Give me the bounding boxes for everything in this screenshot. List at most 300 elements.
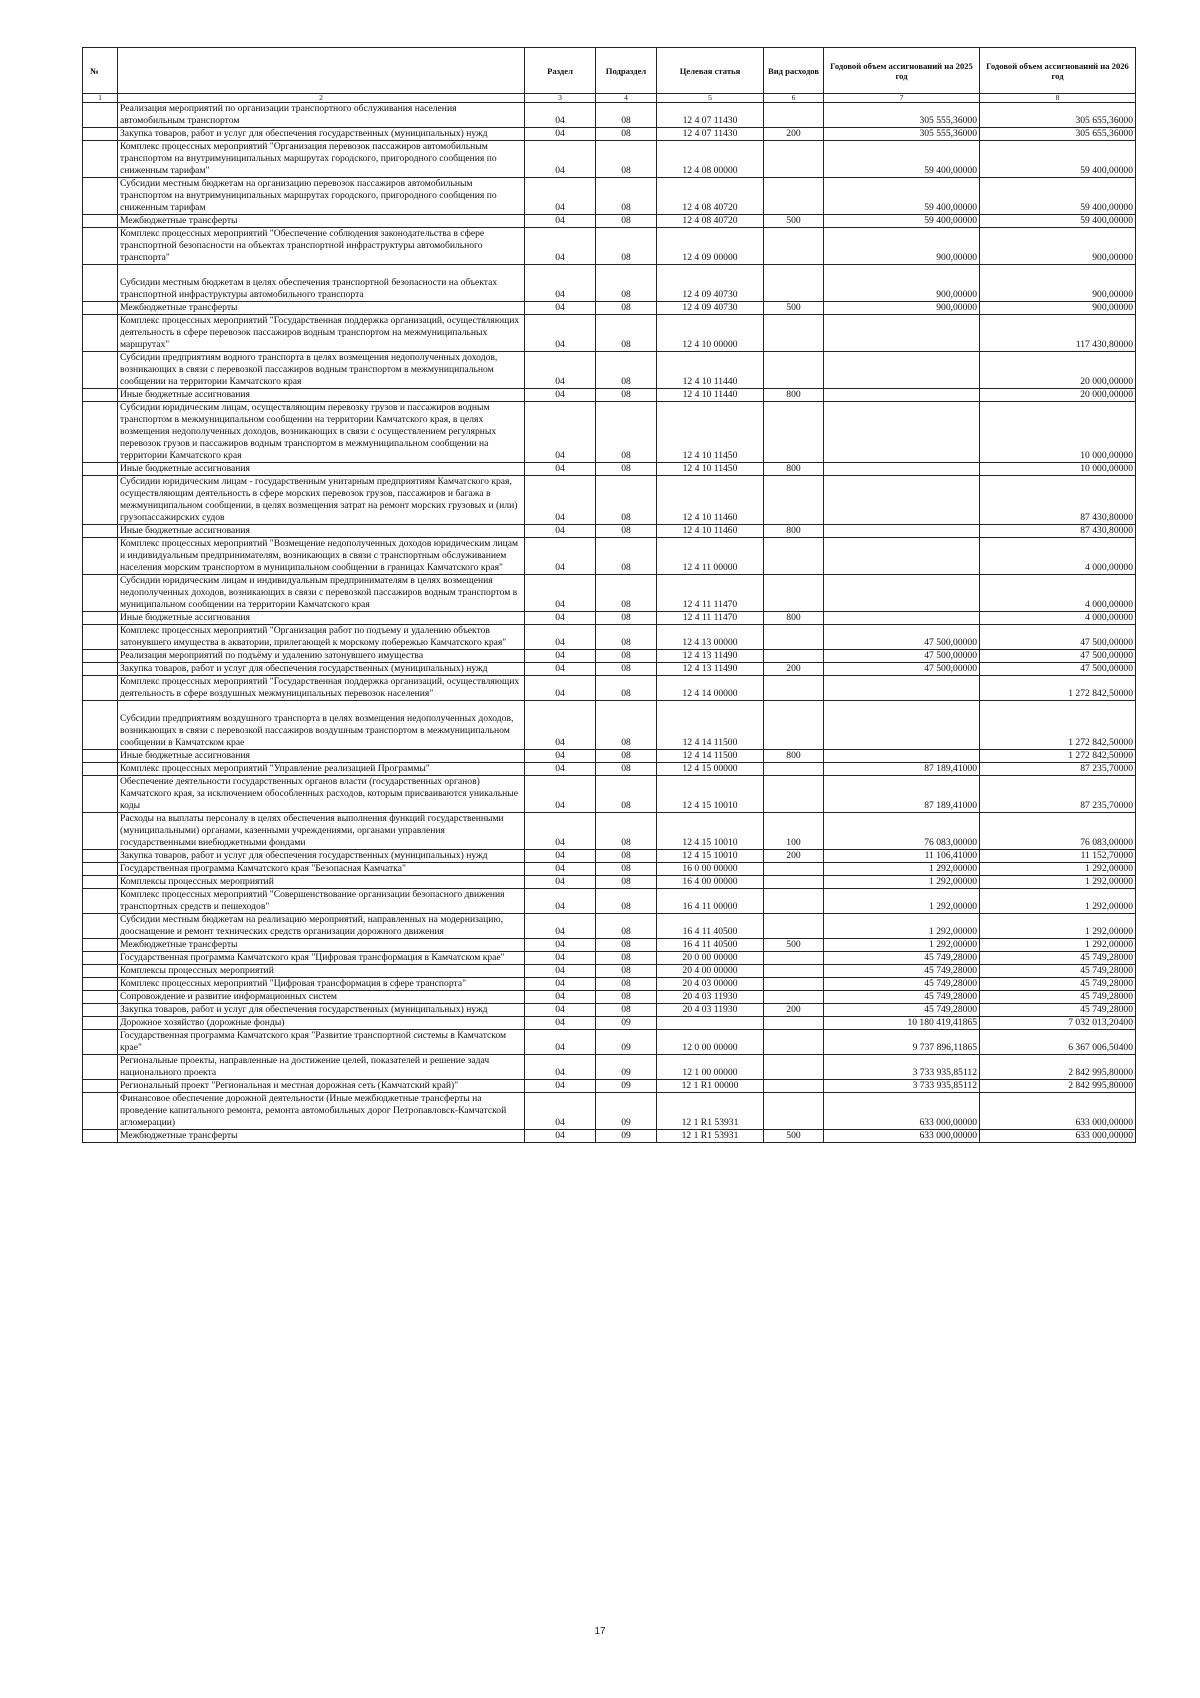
row-number-cell (83, 538, 118, 575)
row-number-cell (83, 701, 118, 750)
volume-2025-cell (824, 575, 980, 612)
section-cell: 04 (525, 103, 596, 128)
target-article-cell: 12 4 15 10010 (657, 850, 764, 863)
row-number-cell (83, 914, 118, 939)
expense-type-cell: 200 (764, 850, 824, 863)
section-cell: 04 (525, 575, 596, 612)
row-name-cell: Субсидии предприятиям водного транспорта в целях возмещения недополученных доходов, возникающих в связи с перевозкой пассажиров водным транспортом в межмуниципальном сообщении на территории Камчатского края (118, 352, 525, 389)
subsection-cell: 08 (596, 352, 657, 389)
table-row (83, 141, 1136, 178)
table-row (83, 103, 1136, 128)
section-cell: 04 (525, 476, 596, 525)
target-article-cell: 20 4 03 11930 (657, 991, 764, 1004)
volume-2026-cell: 4 000,00000 (980, 612, 1136, 625)
subsection-cell: 08 (596, 265, 657, 302)
row-name-cell: Реализация мероприятий по организации транспортного обслуживания населения автомобильным транспортом (118, 103, 525, 128)
row-name-cell: Межбюджетные трансферты (118, 939, 525, 952)
volume-2026-cell: 45 749,28000 (980, 1004, 1136, 1017)
subsection-cell: 08 (596, 952, 657, 965)
row-number-cell (83, 750, 118, 763)
row-name-cell: Дорожное хозяйство (дорожные фонды) (118, 1017, 525, 1030)
volume-2025-cell (824, 389, 980, 402)
volume-2026-cell: 59 400,00000 (980, 178, 1136, 215)
volume-2025-cell: 3 733 935,85112 (824, 1055, 980, 1080)
row-number-cell (83, 939, 118, 952)
volume-2026-cell: 47 500,00000 (980, 650, 1136, 663)
section-cell: 04 (525, 538, 596, 575)
section-cell: 04 (525, 876, 596, 889)
column-number: 1 (83, 94, 118, 103)
table-row (83, 525, 1136, 538)
expense-type-cell (764, 952, 824, 965)
row-number-cell (83, 103, 118, 128)
header-volume-2026: Годовой объем ассигнований на 2026 год (980, 48, 1136, 94)
table-row (83, 914, 1136, 939)
volume-2026-cell: 45 749,28000 (980, 965, 1136, 978)
row-name-cell: Межбюджетные трансферты (118, 302, 525, 315)
expense-type-cell (764, 965, 824, 978)
row-name-cell: Субсидии юридическим лицам - государственным унитарным предприятиям Камчатского края, осуществляющим деятельность в сфере морских перевозок грузов, пассажиров и багажа в межмуниципальном сообщении, в целях возмещения затрат на ремонт морских грузовых и (или) грузопассажирских судов (118, 476, 525, 525)
row-name-cell: Комплексы процессных мероприятий (118, 876, 525, 889)
expense-type-cell (764, 776, 824, 813)
row-number-cell (83, 965, 118, 978)
section-cell: 04 (525, 625, 596, 650)
target-article-cell: 20 4 00 00000 (657, 965, 764, 978)
subsection-cell: 08 (596, 215, 657, 228)
subsection-cell: 09 (596, 1130, 657, 1143)
subsection-cell: 08 (596, 389, 657, 402)
header-subsection: Подраздел (596, 48, 657, 94)
expense-type-cell (764, 265, 824, 302)
row-number-cell (83, 889, 118, 914)
row-number-cell (83, 1017, 118, 1030)
section-cell: 04 (525, 1030, 596, 1055)
volume-2026-cell: 1 292,00000 (980, 876, 1136, 889)
row-name-cell: Закупка товаров, работ и услуг для обеспечения государственных (муниципальных) нужд (118, 663, 525, 676)
volume-2026-cell: 633 000,00000 (980, 1093, 1136, 1130)
header-no: № (83, 48, 118, 94)
expense-type-cell (764, 178, 824, 215)
section-cell: 04 (525, 965, 596, 978)
expense-type-cell (764, 575, 824, 612)
table-row (83, 850, 1136, 863)
expense-type-cell: 800 (764, 750, 824, 763)
header-target-article: Целевая статья (657, 48, 764, 94)
expense-type-cell (764, 538, 824, 575)
table-row (83, 215, 1136, 228)
row-name-cell: Закупка товаров, работ и услуг для обеспечения государственных (муниципальных) нужд (118, 128, 525, 141)
target-article-cell: 16 0 00 00000 (657, 863, 764, 876)
volume-2026-cell: 1 272 842,50000 (980, 701, 1136, 750)
expense-type-cell: 200 (764, 663, 824, 676)
target-article-cell: 16 4 11 00000 (657, 889, 764, 914)
target-article-cell: 12 4 10 11460 (657, 525, 764, 538)
row-number-cell (83, 663, 118, 676)
table-row (83, 776, 1136, 813)
volume-2025-cell: 59 400,00000 (824, 215, 980, 228)
row-name-cell: Комплекс процессных мероприятий "Цифровая трансформация в сфере транспорта" (118, 978, 525, 991)
table-row (83, 463, 1136, 476)
section-cell: 04 (525, 1004, 596, 1017)
volume-2025-cell (824, 538, 980, 575)
row-number-cell (83, 389, 118, 402)
table-body (83, 103, 1136, 1143)
volume-2025-cell: 1 292,00000 (824, 876, 980, 889)
row-number-cell (83, 128, 118, 141)
target-article-cell: 12 1 R1 00000 (657, 1080, 764, 1093)
row-number-cell (83, 315, 118, 352)
subsection-cell: 08 (596, 128, 657, 141)
target-article-cell: 12 1 00 00000 (657, 1055, 764, 1080)
section-cell: 04 (525, 1055, 596, 1080)
section-cell: 04 (525, 612, 596, 625)
row-number-cell (83, 1030, 118, 1055)
volume-2025-cell (824, 402, 980, 463)
row-name-cell: Иные бюджетные ассигнования (118, 750, 525, 763)
subsection-cell: 08 (596, 103, 657, 128)
section-cell: 04 (525, 701, 596, 750)
row-name-cell: Закупка товаров, работ и услуг для обеспечения государственных (муниципальных) нужд (118, 850, 525, 863)
row-number-cell (83, 476, 118, 525)
expense-type-cell (764, 978, 824, 991)
volume-2025-cell (824, 612, 980, 625)
target-article-cell: 12 4 13 11490 (657, 650, 764, 663)
table-row (83, 813, 1136, 850)
volume-2026-cell: 1 292,00000 (980, 939, 1136, 952)
row-number-cell (83, 215, 118, 228)
subsection-cell: 08 (596, 575, 657, 612)
subsection-cell: 08 (596, 813, 657, 850)
volume-2025-cell: 1 292,00000 (824, 914, 980, 939)
table-row (83, 763, 1136, 776)
subsection-cell: 08 (596, 1004, 657, 1017)
volume-2025-cell: 633 000,00000 (824, 1130, 980, 1143)
subsection-cell: 08 (596, 463, 657, 476)
section-cell: 04 (525, 389, 596, 402)
volume-2026-cell: 900,00000 (980, 228, 1136, 265)
expense-type-cell: 800 (764, 463, 824, 476)
header-name (118, 48, 525, 94)
subsection-cell: 08 (596, 302, 657, 315)
table-row (83, 991, 1136, 1004)
target-article-cell: 12 4 10 11450 (657, 402, 764, 463)
subsection-cell: 08 (596, 625, 657, 650)
subsection-cell: 08 (596, 978, 657, 991)
target-article-cell: 12 4 10 11460 (657, 476, 764, 525)
row-number-cell (83, 1093, 118, 1130)
row-name-cell: Межбюджетные трансферты (118, 1130, 525, 1143)
row-name-cell: Межбюджетные трансферты (118, 215, 525, 228)
target-article-cell: 12 4 10 11440 (657, 389, 764, 402)
subsection-cell: 08 (596, 850, 657, 863)
volume-2025-cell: 1 292,00000 (824, 939, 980, 952)
expense-type-cell: 200 (764, 1004, 824, 1017)
table-row (83, 178, 1136, 215)
subsection-cell: 08 (596, 914, 657, 939)
volume-2025-cell: 45 749,28000 (824, 1004, 980, 1017)
expense-type-cell (764, 1030, 824, 1055)
target-article-cell: 12 4 07 11430 (657, 128, 764, 141)
volume-2026-cell: 45 749,28000 (980, 952, 1136, 965)
expense-type-cell: 500 (764, 939, 824, 952)
volume-2025-cell: 900,00000 (824, 265, 980, 302)
volume-2025-cell (824, 750, 980, 763)
column-number: 2 (118, 94, 525, 103)
section-cell: 04 (525, 1017, 596, 1030)
expense-type-cell (764, 352, 824, 389)
row-name-cell: Комплексы процессных мероприятий (118, 965, 525, 978)
volume-2026-cell: 6 367 006,50400 (980, 1030, 1136, 1055)
volume-2025-cell: 59 400,00000 (824, 178, 980, 215)
volume-2026-cell: 10 000,00000 (980, 463, 1136, 476)
section-cell: 04 (525, 178, 596, 215)
expense-type-cell (764, 625, 824, 650)
table-row (83, 538, 1136, 575)
row-name-cell: Региональные проекты, направленные на достижение целей, показателей и решение задач национального проекта (118, 1055, 525, 1080)
section-cell: 04 (525, 750, 596, 763)
row-name-cell: Финансовое обеспечение дорожной деятельности (Иные межбюджетные трансферты на проведение капитального ремонта, ремонта автомобильных дорог Петропавловск-Камчатской агломерации) (118, 1093, 525, 1130)
table-row (83, 1055, 1136, 1080)
expense-type-cell (764, 103, 824, 128)
subsection-cell: 08 (596, 612, 657, 625)
row-name-cell: Комплекс процессных мероприятий "Возмещение недополученных доходов юридическим лицам и индивидуальным предпринимателям, возникающих в связи с транспортным обслуживанием населения морским транспортом в муниципальном сообщении в границах Камчатского края" (118, 538, 525, 575)
subsection-cell: 08 (596, 178, 657, 215)
target-article-cell: 12 4 11 00000 (657, 538, 764, 575)
row-name-cell: Закупка товаров, работ и услуг для обеспечения государственных (муниципальных) нужд (118, 1004, 525, 1017)
expense-type-cell (764, 650, 824, 663)
table-row (83, 750, 1136, 763)
table-header-row (83, 48, 1136, 94)
section-cell: 04 (525, 128, 596, 141)
row-name-cell: Реализация мероприятий по подъёму и удалению затонувшего имущества (118, 650, 525, 663)
volume-2025-cell: 9 737 896,11865 (824, 1030, 980, 1055)
row-number-cell (83, 265, 118, 302)
table-row (83, 612, 1136, 625)
row-name-cell: Комплекс процессных мероприятий "Государственная поддержка организаций, осуществляющих деятельность в сфере воздушных межмуниципальных перевозок населения" (118, 676, 525, 701)
volume-2025-cell: 900,00000 (824, 228, 980, 265)
table-row (83, 863, 1136, 876)
volume-2025-cell: 87 189,41000 (824, 763, 980, 776)
row-name-cell: Субсидии предприятиям воздушного транспорта в целях возмещения недополученных доходов, возникающих в связи с перевозкой пассажиров воздушным транспортом в межмуниципальном сообщении в Камчатском крае (118, 701, 525, 750)
row-number-cell (83, 676, 118, 701)
target-article-cell: 12 4 14 00000 (657, 676, 764, 701)
row-name-cell: Обеспечение деятельности государственных органов власти (государственных органов) Камчатского края, за исключением обособленных расходов, которым присваиваются уникальные коды (118, 776, 525, 813)
target-article-cell: 12 4 11 11470 (657, 612, 764, 625)
row-number-cell (83, 625, 118, 650)
expense-type-cell (764, 1080, 824, 1093)
volume-2026-cell: 4 000,00000 (980, 575, 1136, 612)
row-number-cell (83, 141, 118, 178)
expense-type-cell (764, 476, 824, 525)
subsection-cell: 08 (596, 750, 657, 763)
table-row (83, 939, 1136, 952)
volume-2025-cell (824, 352, 980, 389)
section-cell: 04 (525, 763, 596, 776)
header-volume-2025: Годовой объем ассигнований на 2025 год (824, 48, 980, 94)
volume-2026-cell: 45 749,28000 (980, 978, 1136, 991)
table-row (83, 1017, 1136, 1030)
volume-2026-cell: 87 430,80000 (980, 476, 1136, 525)
subsection-cell: 09 (596, 1030, 657, 1055)
section-cell: 04 (525, 315, 596, 352)
volume-2025-cell (824, 463, 980, 476)
subsection-cell: 08 (596, 663, 657, 676)
target-article-cell: 12 4 09 40730 (657, 265, 764, 302)
row-name-cell: Субсидии юридическим лицам, осуществляющим перевозку грузов и пассажиров водным транспортом в межмуниципальном сообщении на территории Камчатского края, в целях возмещения недополученных доходов, возникающих в связи с осуществлением регулярных перевозок грузов и пассажиров водным транспортом в межмуниципальном сообщении на территории Камчатского края (118, 402, 525, 463)
row-number-cell (83, 302, 118, 315)
volume-2025-cell: 3 733 935,85112 (824, 1080, 980, 1093)
table-row (83, 402, 1136, 463)
section-cell: 04 (525, 1080, 596, 1093)
row-number-cell (83, 352, 118, 389)
subsection-cell: 08 (596, 863, 657, 876)
row-number-cell (83, 763, 118, 776)
expense-type-cell (764, 315, 824, 352)
target-article-cell: 20 0 00 00000 (657, 952, 764, 965)
column-number: 7 (824, 94, 980, 103)
row-name-cell: Иные бюджетные ассигнования (118, 389, 525, 402)
table-row (83, 1004, 1136, 1017)
volume-2026-cell: 20 000,00000 (980, 389, 1136, 402)
section-cell: 04 (525, 676, 596, 701)
row-name-cell: Государственная программа Камчатского края "Безопасная Камчатка" (118, 863, 525, 876)
volume-2025-cell: 87 189,41000 (824, 776, 980, 813)
section-cell: 04 (525, 525, 596, 538)
volume-2025-cell: 59 400,00000 (824, 141, 980, 178)
expense-type-cell (764, 141, 824, 178)
expense-type-cell (764, 889, 824, 914)
target-article-cell: 12 4 13 11490 (657, 663, 764, 676)
row-number-cell (83, 612, 118, 625)
row-number-cell (83, 991, 118, 1004)
expense-type-cell (764, 228, 824, 265)
volume-2026-cell: 2 842 995,80000 (980, 1080, 1136, 1093)
subsection-cell: 09 (596, 1017, 657, 1030)
volume-2026-cell: 11 152,70000 (980, 850, 1136, 863)
row-number-cell (83, 178, 118, 215)
volume-2025-cell (824, 676, 980, 701)
row-number-cell (83, 228, 118, 265)
column-number: 5 (657, 94, 764, 103)
target-article-cell: 12 1 R1 53931 (657, 1093, 764, 1130)
subsection-cell: 08 (596, 876, 657, 889)
subsection-cell: 08 (596, 776, 657, 813)
target-article-cell: 12 4 10 11440 (657, 352, 764, 389)
volume-2025-cell: 11 106,41000 (824, 850, 980, 863)
table-row (83, 676, 1136, 701)
expense-type-cell: 200 (764, 128, 824, 141)
target-article-cell: 12 4 13 00000 (657, 625, 764, 650)
row-number-cell (83, 813, 118, 850)
expense-type-cell: 800 (764, 389, 824, 402)
volume-2026-cell: 7 032 013,20400 (980, 1017, 1136, 1030)
table-row (83, 889, 1136, 914)
target-article-cell: 12 4 09 00000 (657, 228, 764, 265)
volume-2026-cell: 76 083,00000 (980, 813, 1136, 850)
row-number-cell (83, 952, 118, 965)
section-cell: 04 (525, 1093, 596, 1130)
volume-2026-cell: 1 272 842,50000 (980, 750, 1136, 763)
row-number-cell (83, 463, 118, 476)
target-article-cell: 12 4 08 40720 (657, 178, 764, 215)
row-number-cell (83, 525, 118, 538)
subsection-cell: 08 (596, 676, 657, 701)
table-row (83, 315, 1136, 352)
subsection-cell: 09 (596, 1093, 657, 1130)
row-number-cell (83, 1080, 118, 1093)
target-article-cell: 16 4 00 00000 (657, 876, 764, 889)
section-cell: 04 (525, 1130, 596, 1143)
subsection-cell: 08 (596, 141, 657, 178)
section-cell: 04 (525, 402, 596, 463)
section-cell: 04 (525, 141, 596, 178)
target-article-cell: 12 4 10 11450 (657, 463, 764, 476)
expense-type-cell (764, 914, 824, 939)
table-row (83, 352, 1136, 389)
subsection-cell: 08 (596, 763, 657, 776)
subsection-cell: 08 (596, 525, 657, 538)
volume-2026-cell: 633 000,00000 (980, 1130, 1136, 1143)
volume-2026-cell: 4 000,00000 (980, 538, 1136, 575)
column-number: 4 (596, 94, 657, 103)
row-name-cell: Государственная программа Камчатского края "Цифровая трансформация в Камчатском крае" (118, 952, 525, 965)
volume-2026-cell: 900,00000 (980, 265, 1136, 302)
row-number-cell (83, 876, 118, 889)
target-article-cell: 12 4 14 11500 (657, 750, 764, 763)
row-number-cell (83, 650, 118, 663)
expense-type-cell: 800 (764, 612, 824, 625)
volume-2025-cell: 1 292,00000 (824, 863, 980, 876)
expense-type-cell (764, 402, 824, 463)
target-article-cell: 12 4 10 00000 (657, 315, 764, 352)
expense-type-cell: 500 (764, 1130, 824, 1143)
volume-2026-cell: 87 430,80000 (980, 525, 1136, 538)
subsection-cell: 08 (596, 538, 657, 575)
target-article-cell: 12 0 00 00000 (657, 1030, 764, 1055)
section-cell: 04 (525, 991, 596, 1004)
volume-2025-cell: 76 083,00000 (824, 813, 980, 850)
subsection-cell: 08 (596, 701, 657, 750)
subsection-cell: 08 (596, 402, 657, 463)
table-row (83, 1093, 1136, 1130)
row-number-cell (83, 863, 118, 876)
row-number-cell (83, 402, 118, 463)
volume-2025-cell (824, 525, 980, 538)
volume-2026-cell: 117 430,80000 (980, 315, 1136, 352)
table-row (83, 128, 1136, 141)
expense-type-cell (764, 1017, 824, 1030)
volume-2025-cell: 305 555,36000 (824, 103, 980, 128)
subsection-cell: 09 (596, 1080, 657, 1093)
column-number: 8 (980, 94, 1136, 103)
column-number-row (83, 94, 1136, 103)
volume-2025-cell: 1 292,00000 (824, 889, 980, 914)
volume-2026-cell: 59 400,00000 (980, 215, 1136, 228)
volume-2025-cell: 47 500,00000 (824, 625, 980, 650)
volume-2025-cell (824, 315, 980, 352)
section-cell: 04 (525, 813, 596, 850)
subsection-cell: 09 (596, 1055, 657, 1080)
volume-2026-cell: 305 655,36000 (980, 128, 1136, 141)
table-row (83, 302, 1136, 315)
page-number: 17 (594, 1626, 606, 1637)
row-number-cell (83, 978, 118, 991)
header-section: Раздел (525, 48, 596, 94)
row-name-cell: Расходы на выплаты персоналу в целях обеспечения выполнения функций государственными (муниципальными) органами, казенными учреждениями, органами управления государственными внебюджетными фондами (118, 813, 525, 850)
row-name-cell: Иные бюджетные ассигнования (118, 612, 525, 625)
row-name-cell: Комплекс процессных мероприятий "Управление реализацией Программы" (118, 763, 525, 776)
target-article-cell: 20 4 03 11930 (657, 1004, 764, 1017)
